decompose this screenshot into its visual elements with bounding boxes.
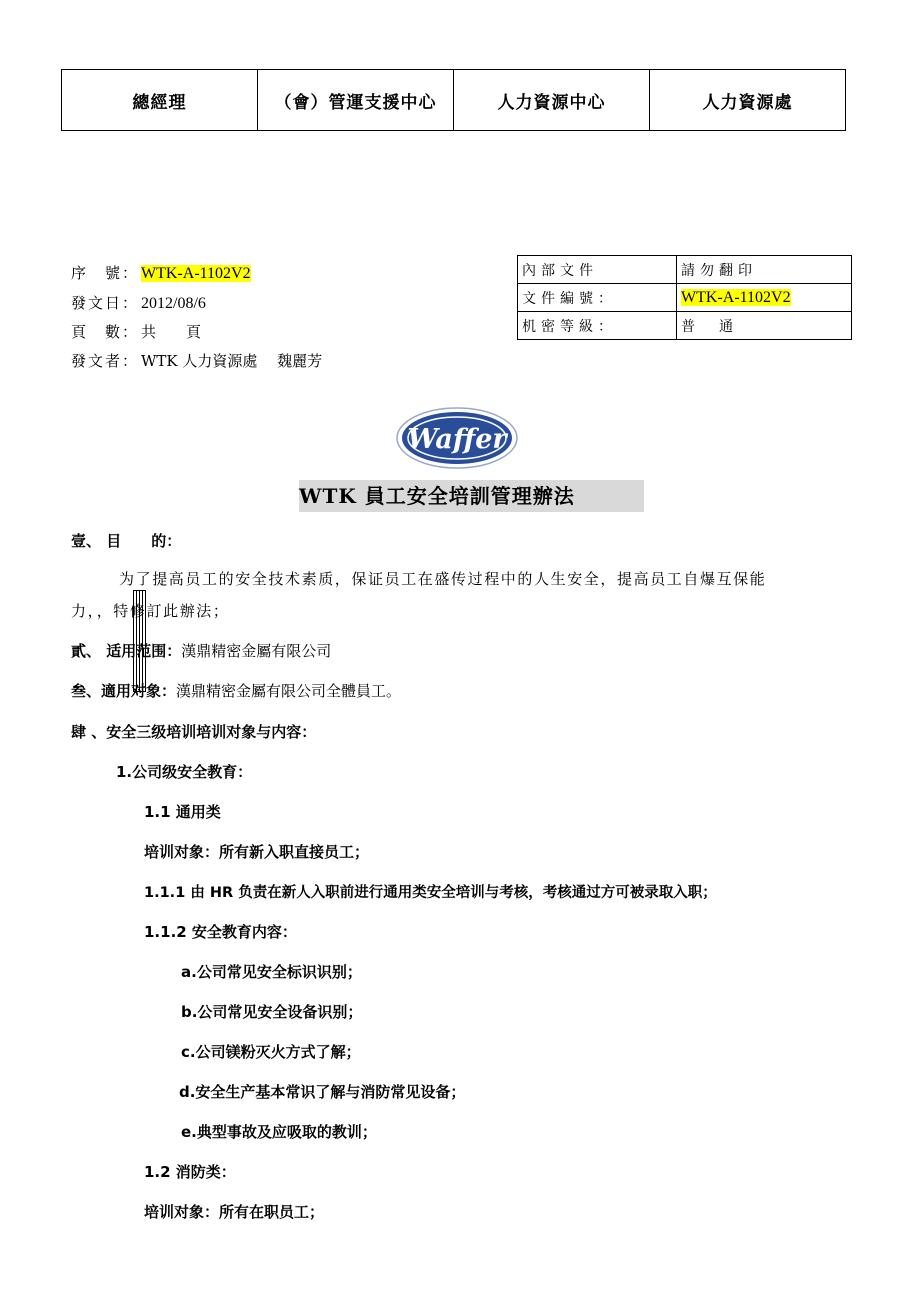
meta-pages-value: 共 頁 — [141, 323, 202, 341]
document-info-table — [517, 255, 852, 340]
section-audience — [71, 680, 401, 701]
waffer-logo-icon — [395, 406, 519, 470]
logo-text: Waffer — [407, 424, 507, 455]
content-item-b: b.公司常见安全设备识别； — [181, 1003, 363, 1021]
content-item-a: a.公司常见安全标识识别； — [181, 963, 362, 981]
item-general-content: 1.1.2 安全教育内容： — [144, 923, 297, 941]
meta-serial — [71, 259, 322, 289]
approval-header-gm: 總經理 — [62, 70, 258, 131]
meta-issuer — [71, 347, 322, 376]
section-training-heading: 肆 、安全三级培训培训对象与内容： — [71, 723, 317, 741]
document-meta — [71, 259, 322, 375]
page-title — [299, 480, 644, 512]
doc-info-value — [677, 284, 852, 312]
approval-header-support: （會）管運支援中心 — [258, 70, 454, 131]
meta-serial-label: 序 號： — [71, 264, 140, 282]
meta-issuer-label: 發文者： — [71, 351, 140, 370]
section-audience-heading: 叁、適用对象： — [71, 682, 177, 700]
item-general-hr: 1.1.1 由 HR 负责在新人入职前进行通用类安全培训与考核，考核通过方可被录取入职； — [144, 885, 717, 901]
meta-serial-value: WTK-A-1102V2 — [141, 265, 251, 282]
section-purpose-text: 为了提高员工的安全技术素质，保证员工在盛传过程中的人生安全，提高员工自爆互保能 — [119, 570, 767, 588]
content-item-c: c.公司镁粉灭火方式了解； — [181, 1043, 361, 1061]
content-item-e: e.典型事故及应吸取的教训； — [181, 1123, 377, 1141]
section-purpose-text-cont: 力，，特修訂此辦法； — [71, 602, 230, 620]
item-fire: 1.2 消防类： — [144, 1163, 236, 1181]
meta-date-label: 發文日： — [71, 293, 140, 312]
meta-pages-label: 頁 數： — [71, 323, 140, 341]
doc-info-key: 文件編號： — [518, 284, 677, 312]
section-purpose-heading: 壹、 目 的： — [71, 532, 182, 550]
doc-info-key: 內部文件 — [518, 256, 677, 284]
section-scope — [71, 640, 331, 661]
page-title-text: WTK 員工安全培訓管理辦法 — [299, 484, 575, 508]
meta-date — [71, 289, 322, 319]
section-audience-text: 漢鼎精密金屬有限公司全體員工。 — [176, 682, 402, 700]
item-general-target: 培训对象：所有新入职直接员工； — [144, 843, 370, 861]
meta-date-value: 2012/08/6 — [141, 294, 206, 312]
meta-issuer-value: WTK 人力資源處 魏麗芳 — [141, 351, 323, 370]
meta-pages — [71, 318, 322, 347]
section-scope-heading: 貳、 适用范围： — [71, 642, 182, 660]
doc-info-value: 請勿翻印 — [677, 256, 852, 284]
approval-table — [61, 69, 846, 229]
item-general: 1.1 通用类 — [144, 803, 221, 821]
item-fire-target: 培训对象：所有在职员工； — [144, 1203, 325, 1221]
content-item-d: d.安全生产基本常识了解与消防常见设备； — [179, 1083, 466, 1101]
item-company-level: 1.公司级安全教育： — [116, 763, 253, 781]
approval-header-hr-center: 人力資源中心 — [454, 70, 650, 131]
doc-info-key: 机密等級： — [518, 312, 677, 340]
section-scope-text: 漢鼎精密金屬有限公司 — [181, 642, 332, 660]
approval-header-hr-dept: 人力資源處 — [650, 70, 846, 131]
company-logo — [395, 406, 519, 474]
doc-number: WTK-A-1102V2 — [681, 288, 791, 306]
doc-info-value: 普 通 — [677, 312, 852, 340]
